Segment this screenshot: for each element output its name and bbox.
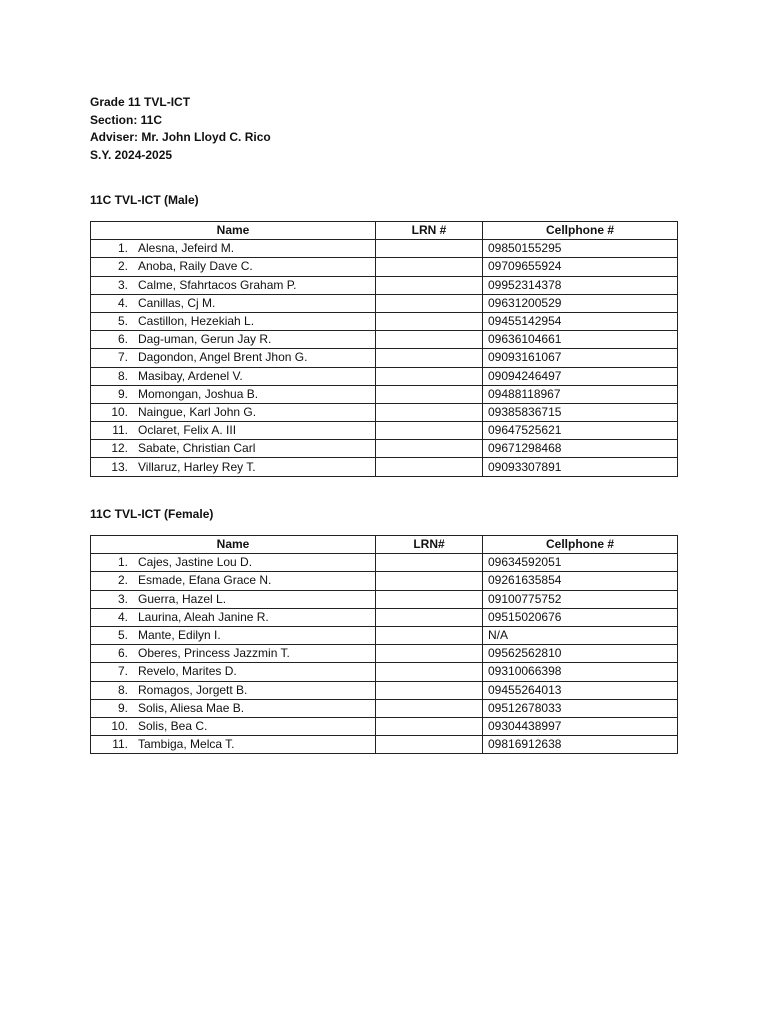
student-name-cell [91, 385, 376, 403]
lrn-cell [376, 717, 483, 735]
student-name: Calme, Sfahrtacos Graham P. [138, 277, 297, 292]
cellphone-cell: 09952314378 [483, 276, 678, 294]
lrn-cell [376, 240, 483, 258]
cellphone-cell: 09671298468 [483, 440, 678, 458]
cellphone-cell: 09816912638 [483, 736, 678, 754]
lrn-cell [376, 590, 483, 608]
table-row [91, 554, 678, 572]
row-number: 8. [117, 682, 128, 697]
student-name: Solis, Bea C. [138, 718, 208, 733]
cellphone-cell: 09709655924 [483, 258, 678, 276]
row-number: 7. [117, 350, 128, 365]
table-row [91, 645, 678, 663]
table-row [91, 349, 678, 367]
school-year-line: S.Y. 2024-2025 [90, 147, 173, 162]
name-column-header: Name [91, 222, 376, 240]
student-name-cell [91, 312, 376, 330]
row-number: 1. [117, 555, 128, 570]
table-row [91, 608, 678, 626]
table-row [91, 590, 678, 608]
lrn-cell [376, 294, 483, 312]
cellphone-cell: 09512678033 [483, 699, 678, 717]
cellphone-cell: 09385836715 [483, 403, 678, 421]
male-table-body [91, 240, 678, 476]
row-number: 2. [117, 259, 128, 274]
row-number: 9. [117, 386, 128, 401]
table-row [91, 440, 678, 458]
student-name-cell [91, 240, 376, 258]
row-number: 2. [117, 573, 128, 588]
lrn-cell [376, 276, 483, 294]
student-name: Anoba, Raily Dave C. [138, 259, 253, 274]
cellphone-cell: 09647525621 [483, 422, 678, 440]
row-number: 13. [111, 459, 128, 474]
student-name: Alesna, Jefeird M. [138, 241, 235, 256]
table-header-row [91, 536, 678, 554]
student-name-cell [91, 554, 376, 572]
lrn-cell [376, 681, 483, 699]
student-name: Mante, Edilyn I. [138, 628, 221, 643]
row-number: 10. [111, 404, 128, 419]
student-name: Dag-uman, Gerun Jay R. [138, 332, 272, 347]
row-number: 3. [117, 591, 128, 606]
student-name-cell [91, 276, 376, 294]
table-row [91, 626, 678, 644]
lrn-cell [376, 608, 483, 626]
student-name: Masibay, Ardenel V. [138, 368, 243, 383]
student-name-cell [91, 663, 376, 681]
cellphone-column-header: Cellphone # [483, 222, 678, 240]
student-name: Revelo, Marites D. [138, 664, 237, 679]
cellphone-cell: 09455264013 [483, 681, 678, 699]
student-name: Cajes, Jastine Lou D. [138, 555, 253, 570]
student-name-cell [91, 294, 376, 312]
student-name: Castillon, Hezekiah L. [138, 314, 255, 329]
cellphone-cell: N/A [483, 626, 678, 644]
student-name: Solis, Aliesa Mae B. [138, 700, 245, 715]
cellphone-cell: 09261635854 [483, 572, 678, 590]
student-name: Sabate, Christian Carl [138, 441, 256, 456]
cellphone-cell: 09304438997 [483, 717, 678, 735]
cellphone-cell: 09100775752 [483, 590, 678, 608]
row-number: 12. [111, 441, 128, 456]
student-name-cell [91, 626, 376, 644]
table-row [91, 422, 678, 440]
cellphone-cell: 09488118967 [483, 385, 678, 403]
table-row [91, 312, 678, 330]
student-name: Oclaret, Felix A. III [138, 423, 237, 438]
student-name: Naingue, Karl John G. [138, 404, 257, 419]
lrn-cell [376, 440, 483, 458]
table-row [91, 736, 678, 754]
cellphone-cell: 09094246497 [483, 367, 678, 385]
female-section-title: 11C TVL-ICT (Female) [90, 507, 214, 521]
student-name-cell [91, 608, 376, 626]
student-name: Canillas, Cj M. [138, 295, 216, 310]
table-row [91, 681, 678, 699]
row-number: 11. [112, 423, 128, 438]
student-name-cell [91, 367, 376, 385]
male-roster-table [90, 221, 678, 477]
table-row [91, 458, 678, 476]
student-name: Romagos, Jorgett B. [138, 682, 248, 697]
lrn-cell [376, 422, 483, 440]
table-row [91, 572, 678, 590]
student-name-cell [91, 717, 376, 735]
female-roster-table [90, 535, 678, 754]
student-name: Tambiga, Melca T. [138, 737, 235, 752]
cellphone-cell: 09093307891 [483, 458, 678, 476]
lrn-cell [376, 458, 483, 476]
lrn-cell [376, 626, 483, 644]
table-row [91, 294, 678, 312]
student-name-cell [91, 403, 376, 421]
row-number: 6. [117, 332, 128, 347]
lrn-cell [376, 699, 483, 717]
cellphone-cell: 09631200529 [483, 294, 678, 312]
cellphone-cell: 09310066398 [483, 663, 678, 681]
lrn-cell [376, 331, 483, 349]
student-name-cell [91, 331, 376, 349]
cellphone-cell: 09455142954 [483, 312, 678, 330]
cellphone-cell: 09636104661 [483, 331, 678, 349]
grade-line: Grade 11 TVL-ICT [90, 95, 191, 109]
adviser-line: Adviser: Mr. John Lloyd C. Rico [90, 130, 271, 144]
student-name-cell [91, 572, 376, 590]
student-name: Dagondon, Angel Brent Jhon G. [138, 350, 308, 365]
student-name-cell [91, 590, 376, 608]
row-number: 6. [117, 646, 128, 661]
student-name: Oberes, Princess Jazzmin T. [138, 646, 290, 661]
row-number: 4. [117, 295, 128, 310]
student-name-cell [91, 349, 376, 367]
student-name-cell [91, 258, 376, 276]
table-row [91, 367, 678, 385]
row-number: 4. [117, 609, 128, 624]
male-section-title: 11C TVL-ICT (Male) [90, 193, 199, 207]
cellphone-cell: 09515020676 [483, 608, 678, 626]
lrn-cell [376, 403, 483, 421]
lrn-cell [376, 312, 483, 330]
student-name-cell [91, 440, 376, 458]
lrn-cell [376, 258, 483, 276]
table-row [91, 331, 678, 349]
student-name: Laurina, Aleah Janine R. [138, 609, 269, 624]
row-number: 7. [117, 664, 128, 679]
lrn-column-header: LRN# [376, 536, 483, 554]
lrn-cell [376, 572, 483, 590]
student-name: Esmade, Efana Grace N. [138, 573, 272, 588]
cellphone-column-header: Cellphone # [483, 536, 678, 554]
row-number: 11. [112, 737, 128, 752]
row-number: 5. [117, 314, 128, 329]
table-row [91, 699, 678, 717]
row-number: 8. [117, 368, 128, 383]
row-number: 9. [117, 700, 128, 715]
student-name: Villaruz, Harley Rey T. [138, 459, 256, 474]
student-name: Guerra, Hazel L. [138, 591, 227, 606]
table-row [91, 385, 678, 403]
row-number: 10. [111, 718, 128, 733]
row-number: 3. [117, 277, 128, 292]
student-name-cell [91, 645, 376, 663]
cellphone-cell: 09634592051 [483, 554, 678, 572]
cellphone-cell: 09562562810 [483, 645, 678, 663]
class-header [90, 94, 271, 164]
cellphone-cell: 09093161067 [483, 349, 678, 367]
lrn-cell [376, 349, 483, 367]
lrn-column-header: LRN # [376, 222, 483, 240]
table-row [91, 276, 678, 294]
row-number: 1. [117, 241, 128, 256]
lrn-cell [376, 367, 483, 385]
student-name-cell [91, 681, 376, 699]
student-name-cell [91, 422, 376, 440]
lrn-cell [376, 663, 483, 681]
female-table-body [91, 554, 678, 754]
student-name: Momongan, Joshua B. [138, 386, 259, 401]
table-header-row [91, 222, 678, 240]
table-row [91, 240, 678, 258]
table-row [91, 403, 678, 421]
table-row [91, 717, 678, 735]
lrn-cell [376, 385, 483, 403]
lrn-cell [376, 736, 483, 754]
lrn-cell [376, 645, 483, 663]
table-row [91, 663, 678, 681]
student-name-cell [91, 458, 376, 476]
cellphone-cell: 09850155295 [483, 240, 678, 258]
lrn-cell [376, 554, 483, 572]
row-number: 5. [117, 628, 128, 643]
student-name-cell [91, 699, 376, 717]
table-row [91, 258, 678, 276]
name-column-header: Name [91, 536, 376, 554]
student-name-cell [91, 736, 376, 754]
section-line: Section: 11C [90, 112, 163, 127]
